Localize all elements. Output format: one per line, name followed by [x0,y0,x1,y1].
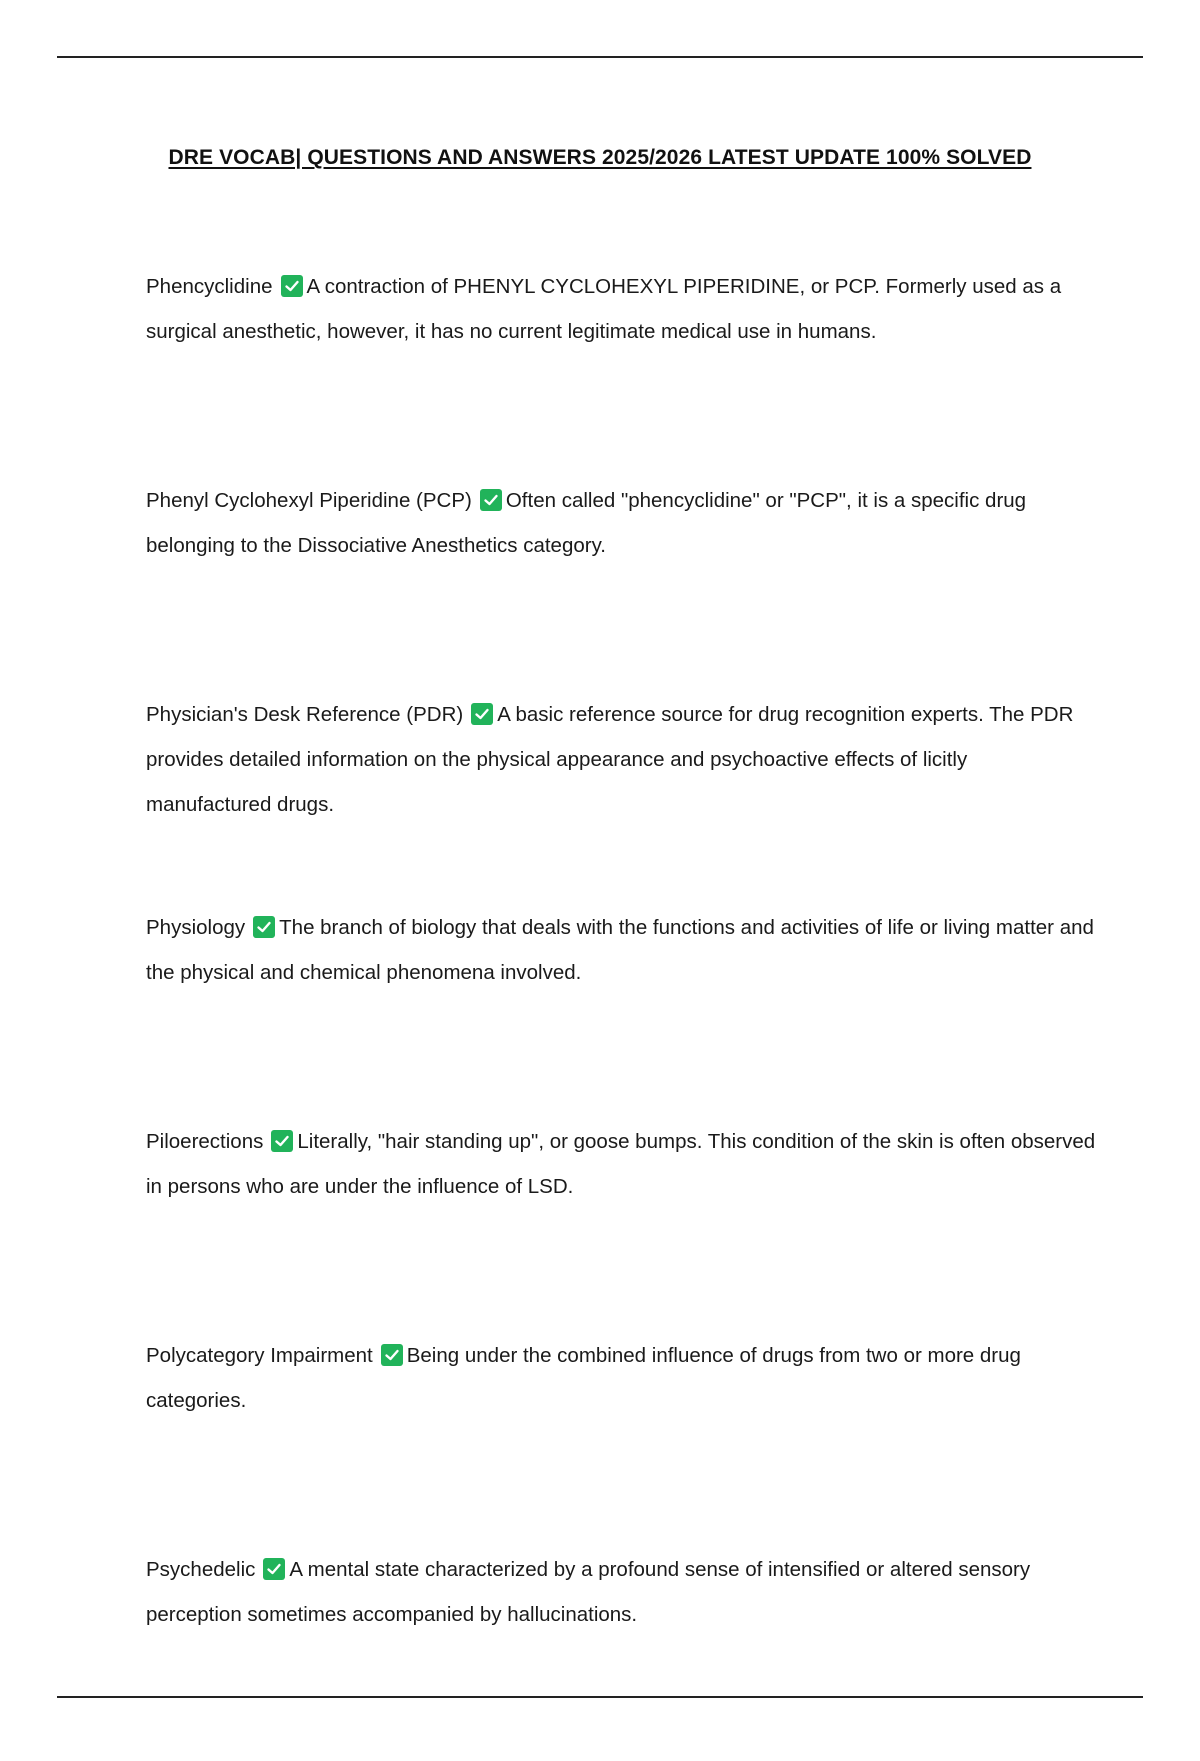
check-mark-icon [281,275,303,297]
check-mark-icon [480,489,502,511]
vocab-term: Phencyclidine [146,275,273,298]
check-mark-icon [471,703,493,725]
vocab-entry [146,1333,1096,1423]
bottom-rule [57,1696,1143,1698]
vocab-definition: Literally, "hair standing up", or goose bumps. This condition of the skin is often observed in persons who are under the influence of LSD. [146,1130,1096,1198]
top-rule [57,56,1143,58]
vocab-entry [146,478,1096,568]
check-mark-icon [271,1130,293,1152]
vocab-entry [146,1547,1096,1637]
vocab-definition: A basic reference source for drug recognition experts. The PDR provides detailed information on the physical appearance and psychoactive effects of licitly manufactured drugs. [146,703,1074,816]
vocab-entry [146,264,1096,354]
vocab-definition: Being under the combined influence of drugs from two or more drug categories. [146,1344,1021,1412]
vocab-definition: A mental state characterized by a profound sense of intensified or altered sensory perception sometimes accompanied by hallucinations. [146,1558,1031,1626]
check-mark-icon [253,916,275,938]
check-mark-icon [263,1558,285,1580]
vocab-list [146,264,1096,1761]
vocab-term: Psychedelic [146,1558,256,1581]
document-title: DRE VOCAB| QUESTIONS AND ANSWERS 2025/2026 LATEST UPDATE 100% SOLVED [168,146,1032,169]
vocab-term: Polycategory Impairment [146,1344,373,1367]
vocab-definition: Often called "phencyclidine" or "PCP", it is a specific drug belonging to the Dissociative Anesthetics category. [146,489,1027,557]
vocab-term: Physician's Desk Reference (PDR) [146,703,464,726]
vocab-entry [146,1119,1096,1209]
vocab-definition: The branch of biology that deals with the functions and activities of life or living matter and the physical and chemical phenomena involved. [146,916,1094,984]
vocab-term: Physiology [146,916,246,939]
check-mark-icon [381,1344,403,1366]
vocab-term: Phenyl Cyclohexyl Piperidine (PCP) [146,489,472,512]
vocab-entry [146,905,1096,995]
vocab-definition: A contraction of PHENYL CYCLOHEXYL PIPERIDINE, or PCP. Formerly used as a surgical anesthetic, however, it has no current legitimate medical use in humans. [146,275,1062,343]
vocab-entry [146,692,1096,827]
vocab-term: Piloerections [146,1130,264,1153]
